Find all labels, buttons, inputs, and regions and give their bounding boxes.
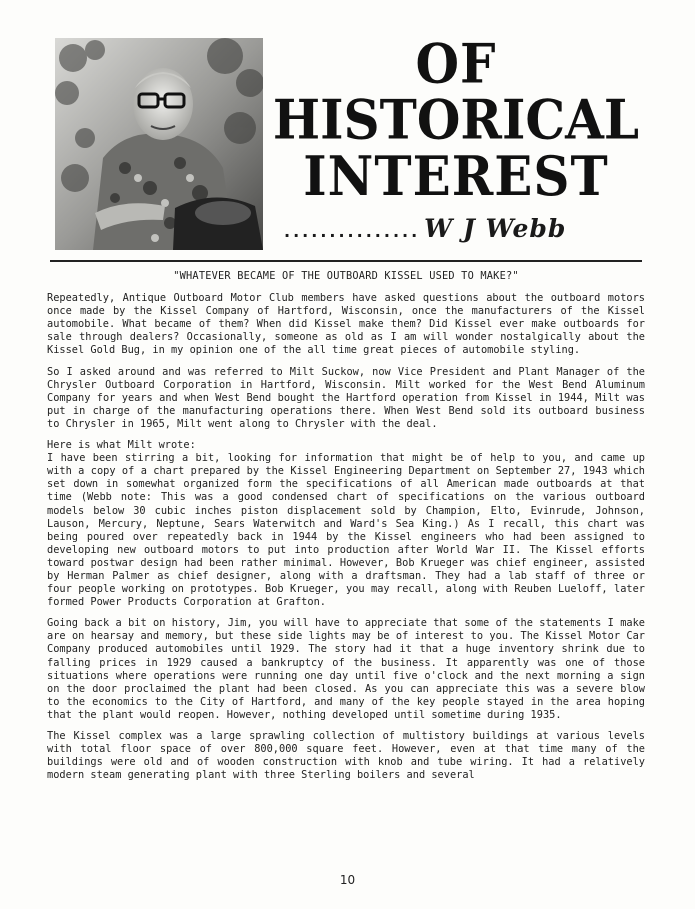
paragraph-2: So I asked around and was referred to Milt Suckow, now Vice President and Plant Manager of the Chrysler Outboard Corporation in Hartford, Wisconsin. Milt worked for the West Bend Aluminum Company for years and when West Bend bought the Hartford operation from Kissel in 1944, Milt was put in charge of the manufacturing operations there. When West Bend sold its outboard business to Chrysler in 1965, Milt went along to Chrysler with the deal. [47, 365, 645, 430]
title-line-historical: HISTORICAL [272, 87, 640, 152]
article-body [47, 270, 645, 790]
title-line-interest: INTEREST [303, 144, 609, 208]
paragraph-6: The Kissel complex was a large sprawling collection of multistory buildings at various levels with total floor space of over 800,000 square feet. However, even at that time many of the buildings were old and of wooden construction with knob and tube wiring. It had a relatively modern steam generating plant with three Sterling boilers and several [47, 730, 645, 782]
paragraph-3: Here is what Milt wrote: [47, 439, 196, 452]
byline [284, 214, 624, 248]
paragraph-4: I have been stirring a bit, looking for information that might be of help to you, and came up with a copy of a chart prepared by the Kissel Engineering Department on September 27, 1943 which set down in somewhat organized form the specifications of all American made outboards at that time (Webb note: This was a good condensed chart of specifications on the various outboard models below 30 cubic inches piston displacement sold by Champion, Elto, Evinrude, Johnson, Lauson, Mercury, Neptune, Sears Waterwitch and Ward's Sea King.) As I recall, this chart was being poured over repeatedly back in 1944 by the Kissel engineers who had been assigned to developing new outboard motors to put into production after World War II. The Kissel efforts toward postwar design had been rather minimal. However, Bob Krueger was chief engineer, assisted by Herman Palmer as chief designer, along with a draftsman. They had a lab staff of three or four people working on prototypes. Bob Krueger, you may recall, along with Reuben Lueloff, later formed Power Products Corporation at Grafton. [47, 452, 645, 609]
article-headline: "WHATEVER BECAME OF THE OUTBOARD KISSEL USED TO MAKE?" [173, 270, 519, 282]
paragraph-1: Repeatedly, Antique Outboard Motor Club members have asked questions about the outboard motors once made by the Kissel Company of Hartford, Wisconsin, once the manufacturers of the Kissel automobile. What became of them? When did Kissel make them? Did Kissel ever make outboards for sale through dealers? Occasionally, someone as old as I am will wonder nostalgically about the Kissel Gold Bug, in my opinion one of the all time great pieces of automobile styling. [47, 292, 645, 357]
article-title [270, 31, 642, 208]
author-name: W J Webb [424, 214, 567, 243]
paragraph-5: Going back a bit on history, Jim, you will have to appreciate that some of the statements I make are on hearsay and memory, but these side lights may be of interest to you. The Kissel Motor Car Company produced automobiles until 1929. The story had it that a huge inventory shrink due to falling prices in 1929 caused a bankruptcy of the business. It apparently was one of those situations where operations were running one day until five o'clock and the next morning a sign on the door proclaimed the plant had been closed. As you can appreciate this was a severe blow to the economics to the City of Hartford, and many of the key people stayed in the area hoping that the plant would reopen. However, nothing developed until sometime during 1935. [47, 617, 645, 721]
page-number: 10 [339, 873, 356, 887]
title-line-of: OF [415, 31, 497, 96]
author-portrait-photo [55, 38, 263, 250]
leader-dots: ............... [284, 222, 421, 241]
header-divider [50, 260, 642, 262]
